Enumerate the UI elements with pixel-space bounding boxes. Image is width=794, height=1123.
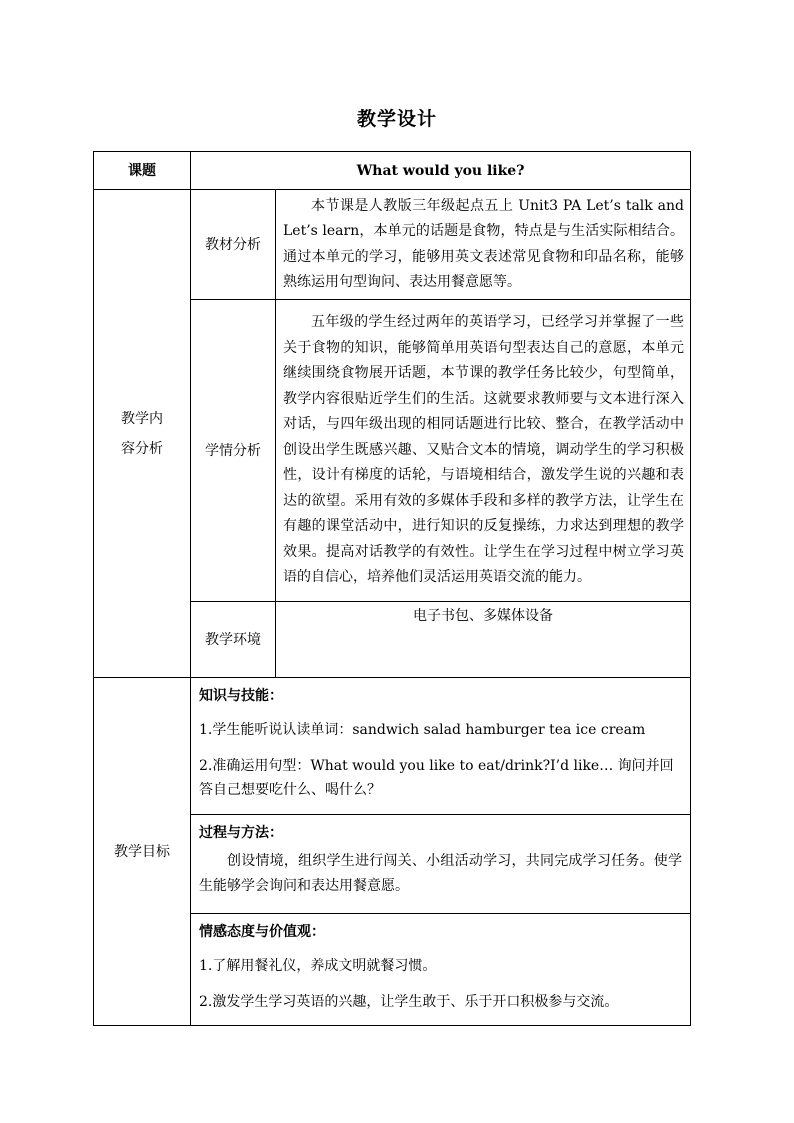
student-analysis-cell [276, 300, 691, 602]
process-heading: 过程与方法： [199, 825, 283, 841]
material-row [94, 190, 691, 300]
material-analysis-label: 教材分析 [191, 190, 276, 300]
content-analysis-label [94, 190, 191, 678]
attitude-heading: 情感态度与价值观： [199, 924, 325, 940]
objectives-label: 教学目标 [94, 678, 191, 1026]
content-analysis-label-line1: 教学内 [121, 410, 163, 427]
environment-label: 教学环境 [191, 602, 276, 678]
environment-text: 电子书包、多媒体设备 [413, 608, 553, 624]
topic-label: 课题 [94, 152, 191, 190]
process-text: 创设情境，组织学生进行闯关、小组活动学习，共同完成学习任务。使学生能够学会询问和表达用餐意愿。 [199, 853, 682, 894]
knowledge-item-1: 1.学生能听说认读单词：sandwich salad hamburger tea ice cream [199, 722, 646, 738]
attitude-item-1: 1.了解用餐礼仪，养成文明就餐习惯。 [199, 958, 437, 974]
topic-value: What would you like? [191, 152, 691, 190]
knowledge-heading: 知识与技能： [199, 688, 283, 704]
content-analysis-label-line2: 容分析 [121, 440, 163, 457]
material-analysis-cell [276, 190, 691, 300]
student-analysis-text: 五年级的学生经过两年的英语学习，已经学习并掌握了一些关于食物的知识，能够简单用英语句型表达自己的意愿，本单元继续围绕食物展开话题，本节课的教学任务比较少，句型简单，教学内容很贴近学生们的生活。这就要求教师要与文本进行深入对话，与四年级出现的相同话题进行比较、整合，在教学活动中创设出学生既感兴趣、又贴合文本的情境，调动学生的学习积极性，设计有梯度的话轮，与语境相结合，激发学生说的兴趣和表达的欲望。采用有效的多媒体手段和多样的教学方法，让学生在有趣的课堂活动中，进行知识的反复操练，力求达到理想的教学效果。提高对话教学的有效性。让学生在学习过程中树立学习英语的自信心，培养他们灵活运用英语交流的能力。 [283, 314, 684, 586]
process-cell [191, 815, 691, 914]
topic-row [94, 152, 691, 190]
attitude-item-2: 2.激发学生学习英语的兴趣，让学生敢于、乐于开口积极参与交流。 [199, 994, 619, 1010]
knowledge-item-2: 2.准确运用句型：What would you like to eat/drink?I’d like… 询问并回答自己想要吃什么、喝什么？ [199, 758, 674, 798]
lesson-plan-table [93, 151, 691, 1026]
attitude-cell [191, 914, 691, 1026]
document-title: 教学设计 [356, 108, 437, 130]
knowledge-cell [191, 678, 691, 815]
environment-cell [276, 602, 691, 678]
knowledge-row [94, 678, 691, 815]
student-analysis-label: 学情分析 [191, 300, 276, 602]
material-analysis-text: 本节课是人教版三年级起点五上 Unit3 PA Let’s talk and Let’s learn，本单元的话题是食物，特点是与生活实际相结合。通过本单元的学习，能够用英文表述常见食物和印品名称，能够熟练运用句型询问、表达用餐意愿等。 [283, 197, 684, 290]
